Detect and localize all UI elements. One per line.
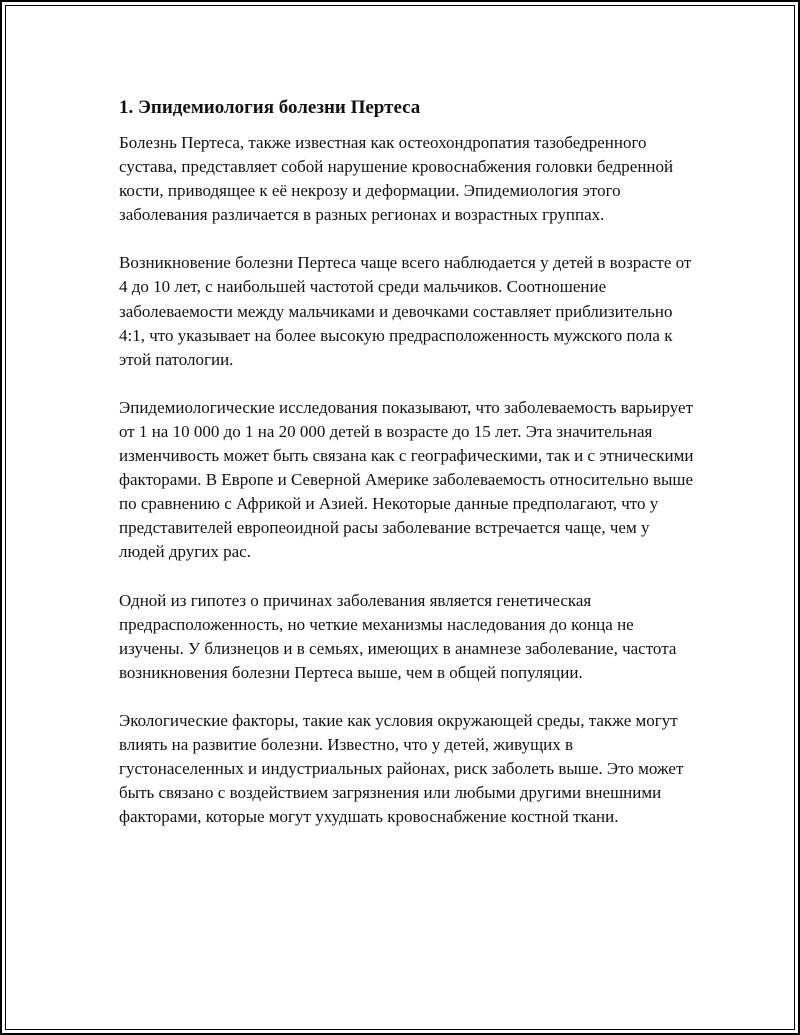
- section-heading: 1. Эпидемиология болезни Пертеса: [119, 97, 421, 118]
- paragraph-incidence: Эпидемиологические исследования показывают, что заболеваемость варьирует от 1 на 10 000 до 1 на 20 000 детей в возрасте до 15 лет. Эта значительная изменчивость может быть связана как с географическими, так и с этническими факторами. В Европе и Северной Америке заболеваемость относительно выше по сравнению с Африкой и Азией. Некоторые данные предполагают, что у представителей европеоидной расы заболевание встречается чаще, чем у людей других рас.: [119, 397, 694, 562]
- document-body: [119, 95, 699, 853]
- paragraph-definition: Болезнь Пертеса, также известная как остеохондропатия тазобедренного сустава, представляет собой нарушение кровоснабжения головки бедренной кости, приводящее к её некрозу и деформации. Эпидемиология этого заболевания различается в разных регионах и возрастных группах.: [119, 133, 674, 225]
- paragraph-environment: Экологические факторы, такие как условия окружающей среды, также могут влиять на развитие болезни. Известно, что у детей, живущих в густонаселенных и индустриальных районах, риск заболеть выше. Это может быть связано с воздействием загрязнения или любыми другими внешними факторами, которые могут ухудшать кровоснабжение костной ткани.: [119, 710, 684, 827]
- paragraph-genetics: Одной из гипотез о причинах заболевания является генетическая предрасположенность, но четкие механизмы наследования до конца не изучены. У близнецов и в семьях, имеющих в анамнезе заболевание, частота возникновения болезни Пертеса выше, чем в общей популяции.: [119, 590, 677, 682]
- paragraph-age-gender: Возникновение болезни Пертеса чаще всего наблюдается у детей в возрасте от 4 до 10 лет, с наибольшей частотой среди мальчиков. Соотношение заболеваемости между мальчиками и девочками составляет приблизительно 4:1, что указывает на более высокую предрасположенность мужского пола к этой патологии.: [119, 253, 692, 369]
